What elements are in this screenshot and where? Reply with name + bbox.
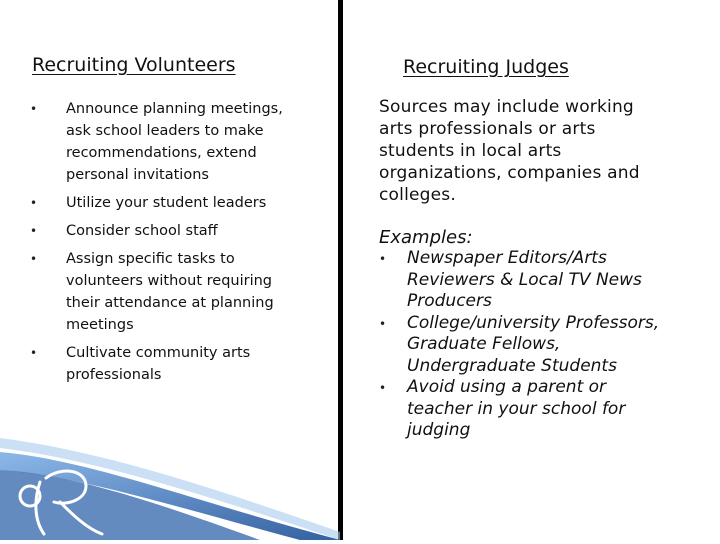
script-r-logo-icon	[0, 430, 340, 540]
list-item	[379, 248, 669, 313]
list-item-text: Newspaper Editors/Arts Reviewers & Local TV News Producers	[407, 248, 642, 311]
list-item-text: College/university Professors, Graduate Fellows, Undergraduate Students	[407, 312, 660, 376]
sources-paragraph: Sources may include working arts professionals or arts students in local arts organizations, companies and colleges.	[379, 97, 640, 205]
list-item-text: Assign specific tasks to volunteers without requiring their attendance at planning meetings	[66, 251, 274, 333]
logo	[0, 430, 340, 540]
examples-list	[379, 248, 669, 442]
bullet-icon: •	[30, 102, 38, 116]
bullet-icon: •	[30, 196, 38, 210]
bullet-icon: •	[379, 316, 387, 331]
bullet-icon: •	[30, 224, 38, 238]
list-item-text: Utilize your student leaders	[66, 195, 267, 211]
bullet-icon: •	[379, 252, 387, 266]
list-item-text: Consider school staff	[66, 223, 218, 239]
list-item-text: Avoid using a parent or teacher in your school for judging	[407, 377, 626, 440]
bullet-icon: •	[30, 252, 38, 266]
list-item	[30, 220, 290, 242]
right-heading: Recruiting Judges	[403, 56, 569, 78]
list-item-text: Cultivate community arts professionals	[66, 345, 251, 383]
list-item	[30, 192, 290, 214]
list-item	[379, 377, 669, 442]
list-item	[30, 98, 290, 186]
volunteer-list	[30, 98, 290, 392]
list-item	[30, 342, 290, 386]
list-item	[30, 248, 290, 336]
bullet-icon: •	[30, 346, 38, 360]
list-item	[379, 313, 669, 378]
list-item-text: Announce planning meetings, ask school leaders to make recommendations, extend personal invitations	[66, 101, 283, 183]
examples-label: Examples:	[379, 227, 473, 248]
bullet-icon: •	[379, 381, 387, 395]
left-heading: Recruiting Volunteers	[32, 54, 236, 76]
